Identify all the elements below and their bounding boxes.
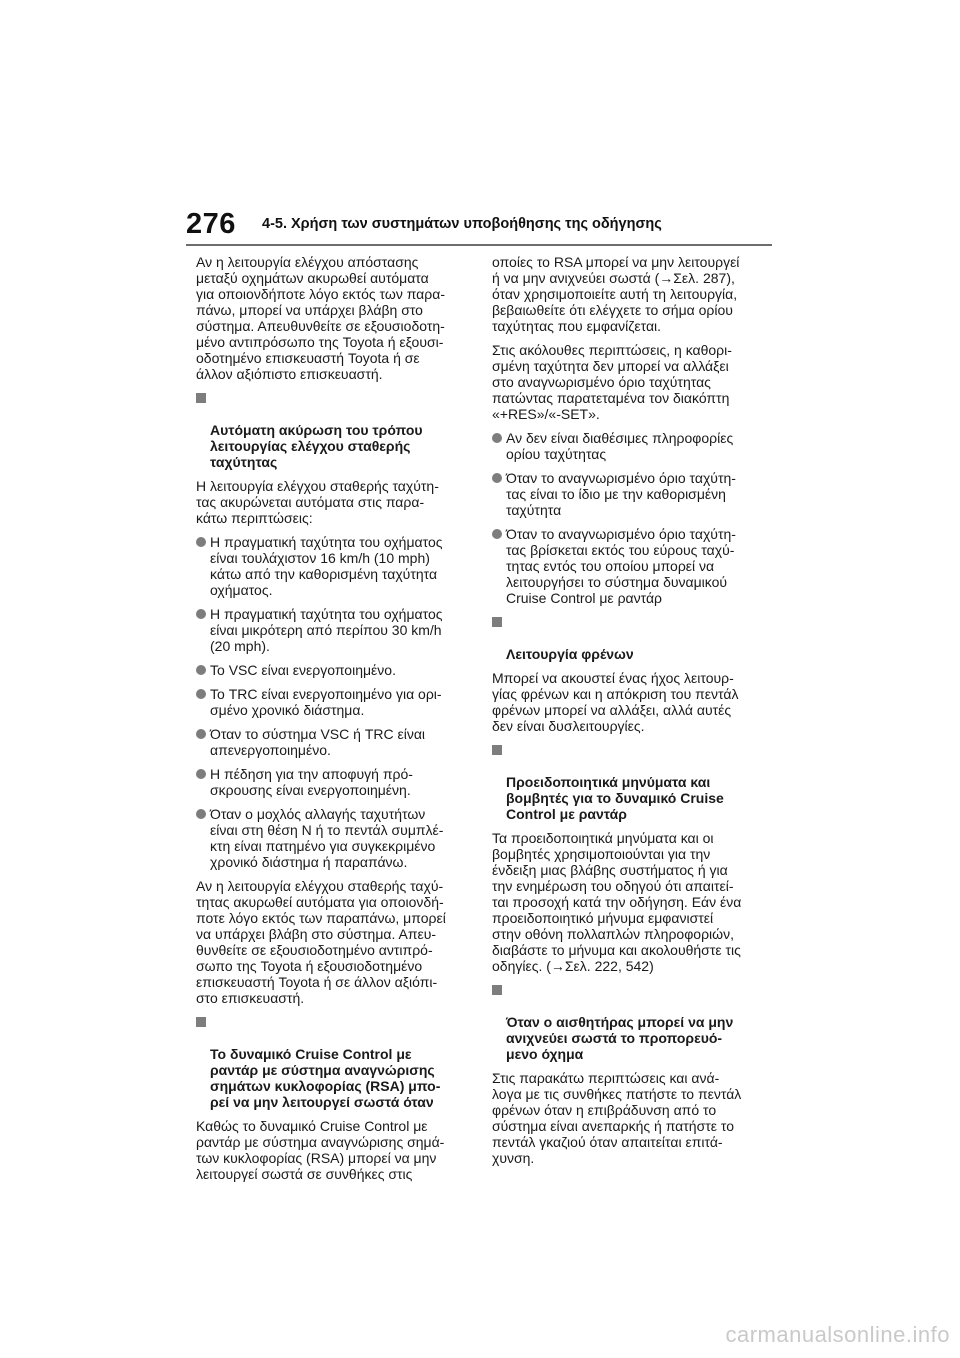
heading-text: Αυτόματη ακύρωση του τρόπου λειτουργίας ελέγχου σταθερής ταχύτητας <box>210 422 423 470</box>
heading-rsa <box>196 1014 484 1110</box>
square-bullet-icon <box>492 985 502 995</box>
list-item-text: Όταν ο μοχλός αλλαγής ταχυτήτων είναι στη θέση N ή το πεντάλ συμπλέ- κτη είναι πατημένο για συγκεκριμένο χρονικό διάστημα ή παραπάνω. <box>210 806 444 870</box>
bullet-dot-icon <box>196 729 206 739</box>
square-bullet-icon <box>196 1017 206 1027</box>
bullet-dot-icon <box>492 433 502 443</box>
list-item-text: Το TRC είναι ενεργοποιημένο για ορι- σμένο χρονικό διάστημα. <box>210 686 442 718</box>
square-bullet-icon <box>492 617 502 627</box>
section-title: 4-5. Χρήση των συστημάτων υποβοήθησης της οδήγησης <box>262 216 662 232</box>
heading-text: Προειδοποιητικά μηνύματα και βομβητές για το δυναμικό Cruise Control με ραντάρ <box>506 774 724 822</box>
list-item <box>196 662 484 678</box>
right-column <box>492 254 780 1174</box>
heading-text: Το δυναμικό Cruise Control με ραντάρ με σύστημα αναγνώρισης σημάτων κυκλοφορίας (RSA) μπο- ρεί να μην λειτουργεί σωστά όταν <box>210 1046 441 1110</box>
paragraph: Στις παρακάτω περιπτώσεις και ανά- λογα με τις συνθήκες πατήστε το πεντάλ φρένων όταν η επιβράδυνση από το σύστημα είναι ανεπαρκής ή πατήστε το πεντάλ γκαζιού όταν απαιτείται επιτά- χυνση. <box>492 1070 742 1166</box>
paragraph: Στις ακόλουθες περιπτώσεις, η καθορι- σμένη ταχύτητα δεν μπορεί να αλλάξει στο αναγνωρισμένο όριο ταχύτητας πατώντας παρατεταμένα τον διακόπτη «+RES»/«-SET». <box>492 342 732 422</box>
heading-sensor <box>492 982 780 1062</box>
list-item-text: Η πραγματική ταχύτητα του οχήματος είναι μικρότερη από περίπου 30 km/h (20 mph). <box>210 606 443 654</box>
bullet-dot-icon <box>196 609 206 619</box>
heading-text: Όταν ο αισθητήρας μπορεί να μην ανιχνεύει σωστά το προπορευό- μενο όχημα <box>506 1014 734 1062</box>
bullet-dot-icon <box>196 537 206 547</box>
bullet-dot-icon <box>492 473 502 483</box>
list-item-text: Η πραγματική ταχύτητα του οχήματος είναι τουλάχιστον 16 km/h (10 mph) κάτω από την καθορισμένη ταχύτητα οχήματος. <box>210 534 443 598</box>
heading-brakes <box>492 614 780 662</box>
list-item-text: Όταν το αναγνωρισμένο όριο ταχύτη- τας είναι το ίδιο με την καθορισμένη ταχύτητα <box>506 470 736 518</box>
square-bullet-icon <box>196 393 206 403</box>
list-item-text: Όταν το αναγνωρισμένο όριο ταχύτη- τας βρίσκεται εκτός του εύρους ταχύ- τητας εντός του οποίου μπορεί να λειτουργήσει το σύστημα δυναμικού Cruise Control με ραντάρ <box>506 526 736 606</box>
bullet-dot-icon <box>196 769 206 779</box>
heading-auto-cancel <box>196 390 484 470</box>
bullet-dot-icon <box>492 529 502 539</box>
paragraph: Μπορεί να ακουστεί ένας ήχος λειτουρ- γίας φρένων και η απόκριση του πεντάλ φρένων μπορεί να αλλάξει, αλλά αυτές δεν είναι δυσλειτουργίες. <box>492 670 739 734</box>
list-item-text: Αν δεν είναι διαθέσιμες πληροφορίες ορίου ταχύτητας <box>506 430 734 462</box>
watermark: carmanualsonline.info <box>725 1322 950 1347</box>
intro-paragraph: Αν η λειτουργία ελέγχου απόστασης μεταξύ οχημάτων ακυρωθεί αυτόματα για οποιονδήποτε λόγο εκτός των παρα- πάνω, μπορεί να υπάρχει βλάβη στο σύστημα. Απευθυνθείτε σε εξουσιοδοτη- μένο αντιπρόσωπο της Toyota ή εξουσι- οδοτημένο επισκευαστή Toyota ή σε άλλον αξιόπιστο επισκευαστή. <box>196 254 445 382</box>
bullet-dot-icon <box>196 689 206 699</box>
list-item-text: Το VSC είναι ενεργοποιημένο. <box>210 662 396 678</box>
heading-text: Λειτουργία φρένων <box>506 646 634 662</box>
list-item <box>492 470 780 518</box>
page-header <box>0 0 960 240</box>
list-item <box>492 430 780 462</box>
list-item <box>196 686 484 718</box>
list-item <box>196 766 484 798</box>
list-item-text: Όταν το σύστημα VSC ή TRC είναι απενεργοποιημένο. <box>210 726 426 758</box>
list-item <box>196 606 484 654</box>
list-item <box>196 726 484 758</box>
left-column <box>196 254 484 1190</box>
paragraph: Καθώς το δυναμικό Cruise Control με ραντάρ με σύστημα αναγνώρισης σημά- των κυκλοφορίας (RSA) μπορεί να μην λειτουργεί σωστά σε συνθήκες στις <box>196 1118 445 1182</box>
paragraph: Τα προειδοποιητικά μηνύματα και οι βομβητές χρησιμοποιούνται για την ένδειξη μιας βλάβης συστήματος ή για την ενημέρωση του οδηγού ότι απαιτεί- ται προσοχή κατά την οδήγηση. Εάν ένα προειδοποιητικό μήνυμα εμφανιστεί στην οθόνη πολλαπλών πληροφοριών, διαβάστε το μήνυμα και ακολουθήστε τις οδηγίες. (→Σελ. 222, 542) <box>492 830 742 974</box>
paragraph: Η λειτουργία ελέγχου σταθερής ταχύτη- τας ακυρώνεται αυτόματα στις παρα- κάτω περιπτώσεις: <box>196 478 439 526</box>
list-item <box>196 534 484 598</box>
heading-warnings <box>492 742 780 822</box>
paragraph: Αν η λειτουργία ελέγχου σταθερής ταχύ- τητας ακυρωθεί αυτόματα για οποιονδή- ποτε λόγο εκτός των παραπάνω, μπορεί να υπάρχει βλάβη στο σύστημα. Απευ- θυνθείτε σε εξουσιοδοτημένο αντιπρό- σωπο της Toyota ή εξουσιοδοτημένο επισκευαστή Toyota ή σε άλλον αξιόπι- στο επισκευαστή. <box>196 878 446 1006</box>
bullet-dot-icon <box>196 809 206 819</box>
square-bullet-icon <box>492 745 502 755</box>
list-item <box>492 526 780 606</box>
list-item-text: Η πέδηση για την αποφυγή πρό- σκρουσης είναι ενεργοποιημένη. <box>210 766 413 798</box>
header-divider <box>186 244 772 246</box>
list-item <box>196 806 484 870</box>
page-number: 276 <box>186 208 236 240</box>
paragraph: οποίες το RSA μπορεί να μην λειτουργεί ή να μην ανιχνεύει σωστά (→Σελ. 287), όταν χρησιμοποιείτε αυτή τη λειτουργία, βεβαιωθείτε ότι ελέγχετε το σήμα ορίου ταχύτητας που εμφανίζεται. <box>492 254 740 334</box>
bullet-dot-icon <box>196 665 206 675</box>
